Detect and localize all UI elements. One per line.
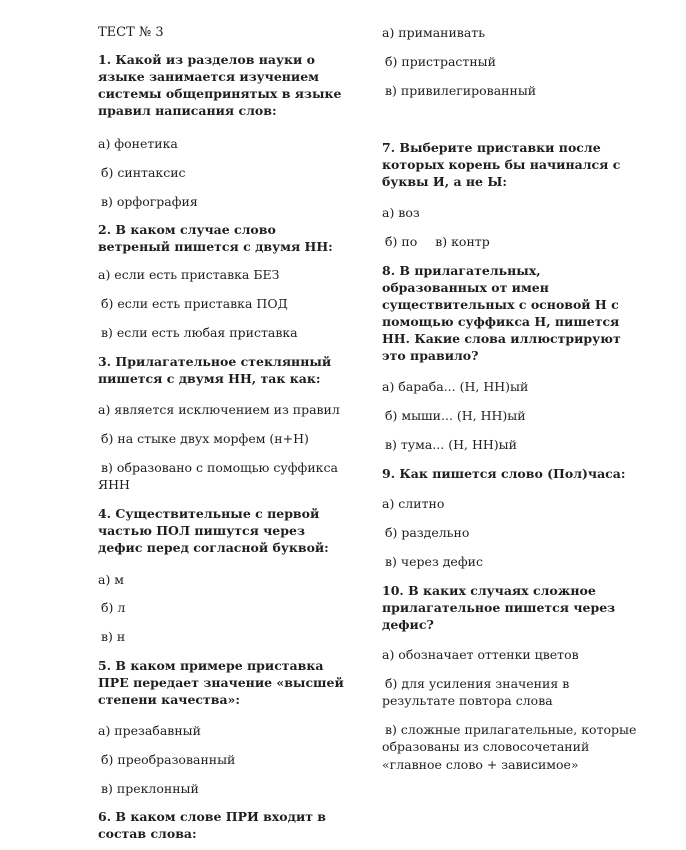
question-5: 5. В каком примере приставка ПРЕ передает значение «высшей степени качества»: xyxy=(98,658,344,707)
question-7: 7. Выберите приставки после которых корень бы начинался с буквы И, а не Ы: xyxy=(382,140,621,189)
q5-option-b: б) преобразованный xyxy=(101,752,236,767)
q7-option-c: в) контр xyxy=(435,234,490,249)
q3-option-c: в) образовано с помощью суффикса xyxy=(101,460,338,475)
question-9: 9. Как пишется слово (Пол)часа: xyxy=(382,466,626,481)
question-4: 4. Существительные с первой частью ПОЛ пишутся через дефис перед согласной буквой: xyxy=(98,506,329,555)
question-2: 2. В каком случае слово ветреный пишется с двумя НН: xyxy=(98,222,333,254)
q5-option-c: в) преклонный xyxy=(101,781,199,796)
q7-option-b: б) по xyxy=(385,234,418,249)
q7-option-a: а) воз xyxy=(382,205,420,220)
q9-option-c: в) через дефис xyxy=(385,554,483,569)
q3-option-a: а) является исключением из правил xyxy=(98,402,340,417)
q7-options-inline xyxy=(385,233,490,251)
q5-option-a: а) презабавный xyxy=(98,723,201,738)
q8-option-b: б) мыши... (Н, НН)ый xyxy=(385,408,526,423)
test-title: ТЕСТ № 3 xyxy=(98,25,164,40)
q4-option-a: а) м xyxy=(98,572,125,587)
q10-option-c-continued-1: образованы из словосочетаний xyxy=(382,739,590,754)
question-10: 10. В каких случаях сложное прилагательное пишется через дефис? xyxy=(382,583,616,632)
q8-option-a: а) бараба... (Н, НН)ый xyxy=(382,379,529,394)
q10-option-c: в) сложные прилагательные, которые xyxy=(385,722,637,737)
q2-option-b: б) если есть приставка ПОД xyxy=(101,296,288,311)
q8-option-c: в) тума... (Н, НН)ый xyxy=(385,437,517,452)
q2-option-c: в) если есть любая приставка xyxy=(101,325,298,340)
q3-option-b: б) на стыке двух морфем (н+Н) xyxy=(101,431,309,446)
q6-option-c: в) привилегированный xyxy=(385,83,537,98)
q9-option-a: а) слитно xyxy=(382,496,445,511)
question-8: 8. В прилагательных, образованных от имен существительных с основой Н с помощью суффикса Н, пишется НН. Какие слова иллюстрируют это правило? xyxy=(382,263,621,363)
q1-option-c: в) орфография xyxy=(101,194,198,209)
q10-option-b-continued: результате повтора слова xyxy=(382,693,553,708)
q1-option-a: а) фонетика xyxy=(98,136,178,151)
question-6: 6. В каком слове ПРИ входит в состав слова: xyxy=(98,809,326,841)
q10-option-c-continued-2: «главное слово + зависимое» xyxy=(382,757,579,772)
q4-option-c: в) н xyxy=(101,629,126,644)
question-1: 1. Какой из разделов науки о языке занимается изучением системы общепринятых в языке правил написания слов: xyxy=(98,52,342,118)
question-3: 3. Прилагательное стеклянный пишется с двумя НН, так как: xyxy=(98,354,332,386)
q9-option-b: б) раздельно xyxy=(385,525,470,540)
q6-option-a: а) приманивать xyxy=(382,25,486,40)
q2-option-a: а) если есть приставка БЕЗ xyxy=(98,267,280,282)
q6-option-b: б) пристрастный xyxy=(385,54,496,69)
q3-option-c-continued: ЯНН xyxy=(98,477,130,492)
q10-option-a: а) обозначает оттенки цветов xyxy=(382,647,579,662)
q1-option-b: б) синтаксис xyxy=(101,165,186,180)
q4-option-b: б) л xyxy=(101,600,126,615)
q10-option-b: б) для усиления значения в xyxy=(385,676,570,691)
